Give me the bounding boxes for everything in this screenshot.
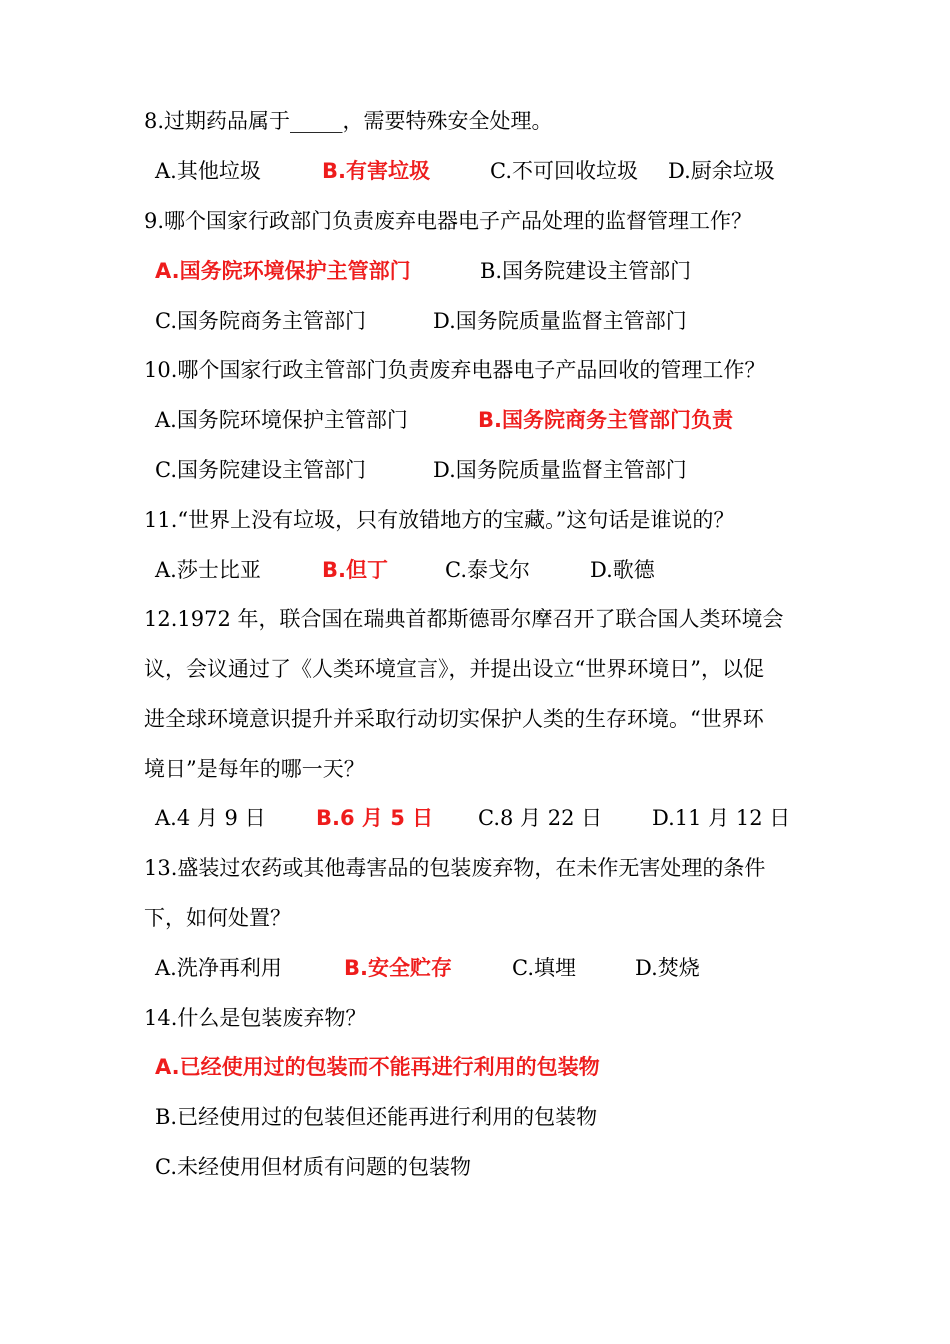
question-13-option-b-answer: B.安全贮存 <box>344 956 452 980</box>
question-11-option-b-answer: B.但丁 <box>322 558 388 582</box>
question-11-text: 11.“世界上没有垃圾，只有放错地方的宝藏。”这句话是谁说的？ <box>144 508 735 532</box>
question-12-option-a: A.4 月 9 日 <box>155 806 266 830</box>
question-12-option-c: C.8 月 22 日 <box>478 806 603 830</box>
question-12-text-line-3: 进全球环境意识提升并采取行动切实保护人类的生存环境。“世界环 <box>144 707 764 731</box>
question-13-option-c: C.填埋 <box>512 956 576 980</box>
question-8-option-c: C.不可回收垃圾 <box>490 159 638 183</box>
question-9-text: 9.哪个国家行政部门负责废弃电器电子产品处理的监督管理工作？ <box>144 209 753 233</box>
question-8-option-a: A.其他垃圾 <box>155 159 261 183</box>
question-8-text: 8.过期药品属于_____，需要特殊安全处理。 <box>144 109 553 133</box>
question-10-option-a: A.国务院环境保护主管部门 <box>155 408 408 432</box>
question-13-text-line-2: 下，如何处置？ <box>144 906 291 930</box>
question-9-option-b: B.国务院建设主管部门 <box>480 259 692 283</box>
question-13-option-d: D.焚烧 <box>635 956 700 980</box>
question-13-option-a: A.洗净再利用 <box>155 956 282 980</box>
question-14-text: 14.什么是包装废弃物？ <box>144 1006 367 1030</box>
question-8-option-d: D.厨余垃圾 <box>668 159 775 183</box>
question-9-option-d: D.国务院质量监督主管部门 <box>433 309 687 333</box>
question-10-text: 10.哪个国家行政主管部门负责废弃电器电子产品回收的管理工作？ <box>144 358 766 382</box>
question-10-option-c: C.国务院建设主管部门 <box>155 458 366 482</box>
question-13-text-line-1: 13.盛装过农药或其他毒害品的包装废弃物，在未作无害处理的条件 <box>144 856 766 880</box>
question-11-option-c: C.泰戈尔 <box>445 558 530 582</box>
question-14-option-c: C.未经使用但材质有问题的包装物 <box>155 1155 471 1179</box>
question-10-option-d: D.国务院质量监督主管部门 <box>433 458 687 482</box>
question-9-option-a-answer: A.国务院环境保护主管部门 <box>155 259 411 283</box>
question-12-text-line-4: 境日”是每年的哪一天？ <box>144 757 365 781</box>
question-12-text-line-2: 议，会议通过了《人类环境宣言》，并提出设立“世界环境日”，以促 <box>144 657 764 681</box>
question-9-option-c: C.国务院商务主管部门 <box>155 309 366 333</box>
question-11-option-a: A.莎士比亚 <box>155 558 261 582</box>
question-12-option-d: D.11 月 12 日 <box>652 806 791 830</box>
question-12-text-line-1: 12.1972 年，联合国在瑞典首都斯德哥尔摩召开了联合国人类环境会 <box>144 607 784 631</box>
question-10-option-b-answer: B.国务院商务主管部门负责 <box>478 408 733 432</box>
question-14-option-b: B.已经使用过的包装但还能再进行利用的包装物 <box>155 1105 598 1129</box>
question-14-option-a-answer: A.已经使用过的包装而不能再进行利用的包装物 <box>155 1055 600 1079</box>
question-8-option-b-answer: B.有害垃圾 <box>322 159 430 183</box>
question-12-option-b-answer: B.6 月 5 日 <box>316 806 434 830</box>
question-11-option-d: D.歌德 <box>590 558 655 582</box>
